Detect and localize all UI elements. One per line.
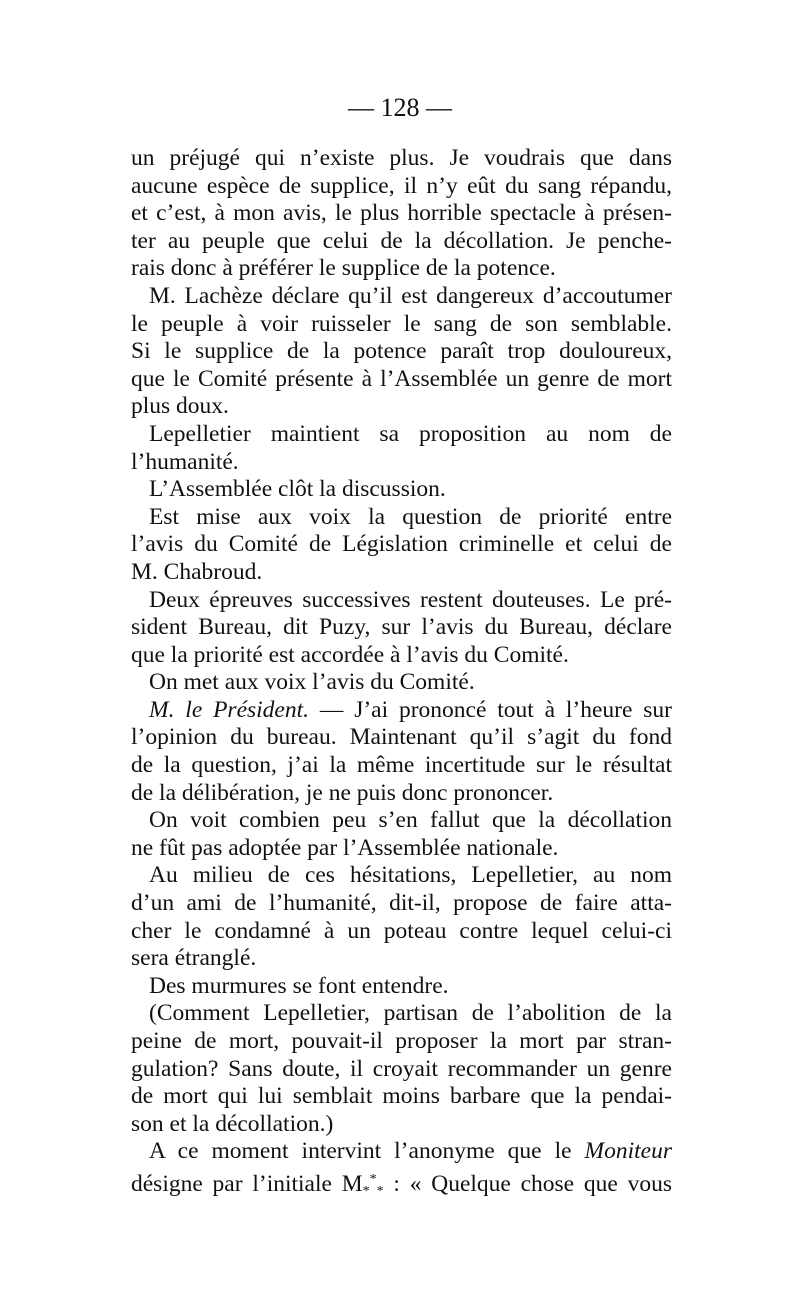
text-run: son et la décollation.) — [131, 1110, 334, 1137]
text-run: Est mise aux voix la question de priorité entre — [149, 503, 672, 530]
text-line — [131, 559, 672, 587]
asterisk-sup: * — [369, 1171, 377, 1187]
text-run: Des murmures se font entendre. — [149, 972, 449, 999]
paragraph — [131, 476, 672, 504]
paragraph — [131, 587, 672, 670]
text-line — [131, 669, 672, 697]
text-line — [131, 918, 672, 946]
text-run: d’un ami de l’humanité, dit-il, propose de faire atta- — [131, 890, 672, 917]
text-run: M. Chabroud. — [131, 558, 263, 585]
text-run: L’Assemblée clôt la discussion. — [149, 476, 446, 503]
paragraph — [131, 862, 672, 972]
text-run: Lepelletier maintient sa proposition au nom de — [149, 420, 672, 447]
text-line — [131, 1000, 672, 1028]
text-run: que la priorité est accordée à l’avis du Comité. — [131, 641, 569, 668]
paragraph — [131, 421, 672, 476]
text-run: Deux épreuves successives restent douteuses. Le pré- — [149, 586, 672, 613]
text-line — [131, 1056, 672, 1084]
text-line — [131, 504, 672, 532]
text-line — [131, 228, 672, 256]
text-line — [131, 255, 672, 283]
paragraph — [131, 669, 672, 697]
text-line — [131, 173, 672, 201]
text-run: rais donc à préférer le supplice de la potence. — [131, 255, 556, 282]
text-run: sera étranglé. — [131, 945, 257, 972]
body-text — [131, 145, 672, 1206]
text-line — [131, 697, 672, 725]
asterisk-sub: * — [362, 1183, 370, 1199]
paragraph — [131, 697, 672, 807]
text-run: l’opinion du bureau. Maintenant qu’il s’agit du fond — [131, 724, 672, 751]
text-run: plus doux. — [131, 393, 229, 420]
paragraph — [131, 807, 672, 862]
asterisk-sub: * — [376, 1183, 384, 1199]
text-line — [131, 393, 672, 421]
text-run: A ce moment intervint l’anonyme que le — [149, 1138, 572, 1165]
text-run: le peuple à voir ruisseler le sang de son semblable. — [131, 310, 672, 337]
text-run: de la question, j’ai la même incertitude sur le résultat — [131, 752, 672, 779]
text-run: : « Quelque chose que vous — [383, 1170, 672, 1197]
speaker-label: M. le Président. — [149, 696, 310, 723]
text-run: gulation? Sans doute, il croyait recommander un genre — [131, 1055, 672, 1082]
text-line — [131, 338, 672, 366]
text-run: (Comment Lepelletier, partisan de l’abolition de la — [149, 1000, 672, 1027]
text-run: On voit combien peu s’en fallut que la décollation — [149, 807, 672, 834]
text-line — [131, 890, 672, 918]
text-line — [131, 200, 672, 228]
text-line — [131, 1138, 672, 1166]
text-line — [131, 421, 672, 449]
text-run: On met aux voix l’avis du Comité. — [149, 669, 475, 696]
paragraph — [131, 1000, 672, 1138]
text-line — [131, 476, 672, 504]
text-line — [131, 366, 672, 394]
text-run: de mort qui lui semblait moins barbare que la pendai- — [131, 1083, 672, 1110]
text-line — [131, 1166, 672, 1206]
text-line — [131, 283, 672, 311]
text-run: peine de mort, pouvait-il proposer la mort par stran- — [131, 1028, 672, 1054]
text-line — [131, 531, 672, 559]
text-line — [131, 1028, 672, 1056]
italic-run: Moniteur — [584, 1138, 673, 1165]
text-run: l’humanité. — [131, 448, 239, 475]
text-run: aucune espèce de supplice, il n’y eût du sang répandu, — [131, 172, 672, 199]
text-run: ne fût pas adoptée par l’Assemblée nationale. — [131, 834, 559, 861]
text-line — [131, 973, 672, 1001]
text-line — [131, 752, 672, 780]
text-line — [131, 642, 672, 670]
text-run: Si le supplice de la potence paraît trop douloureux, — [131, 338, 672, 365]
text-run: que le Comité présente à l’Assemblée un genre de mort — [131, 365, 672, 392]
text-run: Au milieu de ces hésitations, Lepelletier, au nom — [149, 862, 672, 889]
text-run: — J’ai prononcé tout à l’heure sur — [309, 696, 672, 723]
text-line — [131, 862, 672, 890]
text-run: et c’est, à mon avis, le plus horrible spectacle à présen- — [131, 200, 672, 227]
text-line — [131, 835, 672, 863]
text-run: M. Lachèze déclare qu’il est dangereux d’accoutumer — [149, 282, 672, 309]
text-run: cher le condamné à un poteau contre lequel celui-ci — [131, 917, 672, 944]
text-line — [131, 587, 672, 615]
text-line — [131, 1111, 672, 1139]
text-line — [131, 311, 672, 339]
text-run: ter au peuple que celui de la décollation. Je penche- — [131, 227, 672, 254]
paragraph — [131, 504, 672, 587]
paragraph — [131, 973, 672, 1001]
text-line — [131, 945, 672, 973]
text-line — [131, 1083, 672, 1111]
text-line — [131, 614, 672, 642]
text-line — [131, 724, 672, 752]
text-run: l’avis du Comité de Législation criminelle et celui de — [131, 531, 672, 558]
text-line — [131, 807, 672, 835]
paragraph — [131, 283, 672, 421]
text-line — [131, 449, 672, 477]
text-run: désigne par l’initiale M — [131, 1170, 363, 1197]
text-line — [131, 145, 672, 173]
text-run: sident Bureau, dit Puzy, sur l’avis du Bureau, déclare — [131, 614, 672, 641]
paragraph-final — [131, 1138, 672, 1205]
paragraph — [131, 145, 672, 283]
text-run: un préjugé qui n’existe plus. Je voudrais que dans — [131, 145, 672, 171]
text-line — [131, 780, 672, 808]
page-number: — 128 — — [348, 93, 452, 122]
text-run: de la délibération, je ne puis donc prononcer. — [131, 779, 554, 806]
